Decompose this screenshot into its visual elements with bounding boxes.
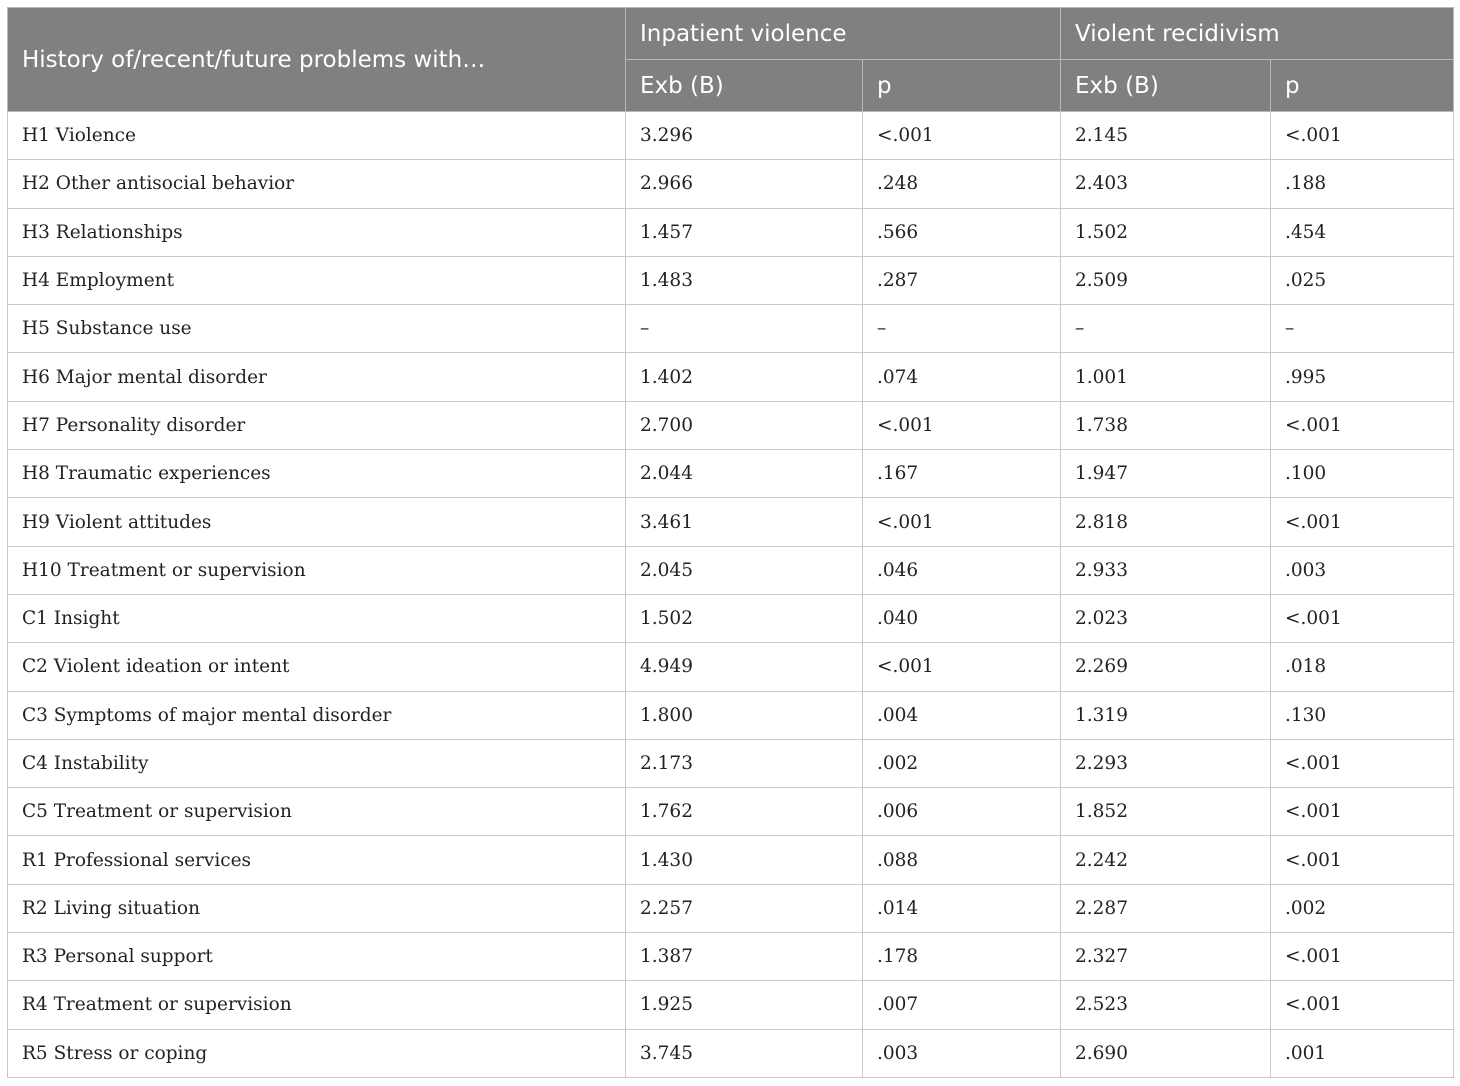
cell-label: H3 Relationships bbox=[8, 208, 626, 256]
cell-vr-p: .001 bbox=[1271, 1029, 1454, 1077]
cell-vr-p: .018 bbox=[1271, 643, 1454, 691]
table-row bbox=[8, 981, 1454, 1029]
cell-iv-p: <.001 bbox=[863, 643, 1061, 691]
row-label-header: History of/recent/future problems with… bbox=[8, 8, 626, 112]
table-row bbox=[8, 788, 1454, 836]
cell-vr-exb: 1.852 bbox=[1061, 788, 1271, 836]
cell-label: H7 Personality disorder bbox=[8, 401, 626, 449]
cell-vr-p: .995 bbox=[1271, 353, 1454, 401]
cell-iv-p: .178 bbox=[863, 933, 1061, 981]
cell-iv-exb: 2.966 bbox=[626, 160, 863, 208]
header-row-groups bbox=[8, 8, 1454, 60]
cell-iv-p: .167 bbox=[863, 450, 1061, 498]
cell-iv-exb: 2.257 bbox=[626, 884, 863, 932]
cell-vr-p: .003 bbox=[1271, 546, 1454, 594]
cell-label: H1 Violence bbox=[8, 112, 626, 160]
table-row bbox=[8, 353, 1454, 401]
cell-iv-exb: 2.044 bbox=[626, 450, 863, 498]
cell-label: H2 Other antisocial behavior bbox=[8, 160, 626, 208]
cell-vr-p: <.001 bbox=[1271, 594, 1454, 642]
cell-vr-exb: 2.242 bbox=[1061, 836, 1271, 884]
cell-vr-exb: 2.933 bbox=[1061, 546, 1271, 594]
group-header-inpatient-violence: Inpatient violence bbox=[626, 8, 1061, 60]
cell-iv-exb: 1.925 bbox=[626, 981, 863, 1029]
cell-iv-p: .046 bbox=[863, 546, 1061, 594]
cell-vr-exb: 2.818 bbox=[1061, 498, 1271, 546]
cell-label: H5 Substance use bbox=[8, 305, 626, 353]
table-row bbox=[8, 160, 1454, 208]
cell-vr-exb: – bbox=[1061, 305, 1271, 353]
cell-iv-exb: 1.502 bbox=[626, 594, 863, 642]
cell-vr-p: .188 bbox=[1271, 160, 1454, 208]
table-row bbox=[8, 546, 1454, 594]
cell-iv-p: .004 bbox=[863, 691, 1061, 739]
cell-iv-exb: 1.430 bbox=[626, 836, 863, 884]
cell-label: C2 Violent ideation or intent bbox=[8, 643, 626, 691]
table-row bbox=[8, 208, 1454, 256]
cell-vr-exb: 1.502 bbox=[1061, 208, 1271, 256]
cell-vr-p: .454 bbox=[1271, 208, 1454, 256]
cell-iv-exb: 1.800 bbox=[626, 691, 863, 739]
subcol-header-iv-p: p bbox=[863, 60, 1061, 112]
cell-label: R2 Living situation bbox=[8, 884, 626, 932]
subcol-header-vr-exb: Exb (B) bbox=[1061, 60, 1271, 112]
cell-label: R4 Treatment or supervision bbox=[8, 981, 626, 1029]
cell-iv-p: <.001 bbox=[863, 112, 1061, 160]
cell-vr-p: <.001 bbox=[1271, 401, 1454, 449]
table-row bbox=[8, 498, 1454, 546]
group-header-violent-recidivism: Violent recidivism bbox=[1061, 8, 1454, 60]
table-row bbox=[8, 401, 1454, 449]
cell-iv-exb: 1.387 bbox=[626, 933, 863, 981]
cell-iv-p: .088 bbox=[863, 836, 1061, 884]
cell-iv-p: .074 bbox=[863, 353, 1061, 401]
table-row bbox=[8, 112, 1454, 160]
cell-iv-p: .566 bbox=[863, 208, 1061, 256]
cell-iv-exb: 1.402 bbox=[626, 353, 863, 401]
cell-vr-p: .100 bbox=[1271, 450, 1454, 498]
cell-iv-exb: 2.700 bbox=[626, 401, 863, 449]
cell-vr-exb: 1.738 bbox=[1061, 401, 1271, 449]
table-row bbox=[8, 739, 1454, 787]
table-body bbox=[8, 112, 1454, 1078]
cell-iv-p: – bbox=[863, 305, 1061, 353]
cell-vr-p: – bbox=[1271, 305, 1454, 353]
cell-label: C3 Symptoms of major mental disorder bbox=[8, 691, 626, 739]
cell-iv-exb: 3.461 bbox=[626, 498, 863, 546]
cell-label: H9 Violent attitudes bbox=[8, 498, 626, 546]
cell-iv-exb: 3.745 bbox=[626, 1029, 863, 1077]
table-row bbox=[8, 884, 1454, 932]
table-row bbox=[8, 450, 1454, 498]
cell-iv-exb: 1.483 bbox=[626, 256, 863, 304]
subcol-header-iv-exb: Exb (B) bbox=[626, 60, 863, 112]
cell-label: H8 Traumatic experiences bbox=[8, 450, 626, 498]
cell-iv-p: .287 bbox=[863, 256, 1061, 304]
cell-vr-p: <.001 bbox=[1271, 836, 1454, 884]
cell-vr-p: .130 bbox=[1271, 691, 1454, 739]
cell-label: C1 Insight bbox=[8, 594, 626, 642]
cell-iv-exb: 1.457 bbox=[626, 208, 863, 256]
cell-vr-exb: 2.269 bbox=[1061, 643, 1271, 691]
cell-vr-p: .025 bbox=[1271, 256, 1454, 304]
cell-vr-exb: 2.509 bbox=[1061, 256, 1271, 304]
subcol-header-vr-p: p bbox=[1271, 60, 1454, 112]
table-row bbox=[8, 933, 1454, 981]
table-header bbox=[8, 8, 1454, 112]
cell-iv-p: .248 bbox=[863, 160, 1061, 208]
cell-iv-exb: 2.045 bbox=[626, 546, 863, 594]
table-row bbox=[8, 594, 1454, 642]
cell-label: R1 Professional services bbox=[8, 836, 626, 884]
cell-iv-exb: 3.296 bbox=[626, 112, 863, 160]
cell-vr-exb: 2.023 bbox=[1061, 594, 1271, 642]
cell-vr-p: <.001 bbox=[1271, 498, 1454, 546]
cell-vr-exb: 2.145 bbox=[1061, 112, 1271, 160]
table-row bbox=[8, 691, 1454, 739]
cell-vr-exb: 1.319 bbox=[1061, 691, 1271, 739]
cell-vr-exb: 2.523 bbox=[1061, 981, 1271, 1029]
cell-vr-p: <.001 bbox=[1271, 788, 1454, 836]
cell-vr-p: <.001 bbox=[1271, 739, 1454, 787]
cell-vr-p: <.001 bbox=[1271, 933, 1454, 981]
cell-vr-exb: 1.947 bbox=[1061, 450, 1271, 498]
cell-iv-p: <.001 bbox=[863, 401, 1061, 449]
cell-vr-exb: 2.327 bbox=[1061, 933, 1271, 981]
cell-label: R3 Personal support bbox=[8, 933, 626, 981]
cell-iv-exb: 4.949 bbox=[626, 643, 863, 691]
cell-iv-exb: 2.173 bbox=[626, 739, 863, 787]
cell-vr-exb: 2.403 bbox=[1061, 160, 1271, 208]
cell-vr-exb: 1.001 bbox=[1061, 353, 1271, 401]
cell-vr-p: <.001 bbox=[1271, 981, 1454, 1029]
table-row bbox=[8, 305, 1454, 353]
cell-iv-exb: – bbox=[626, 305, 863, 353]
risk-factor-table bbox=[7, 7, 1454, 1078]
cell-iv-p: .014 bbox=[863, 884, 1061, 932]
cell-label: C4 Instability bbox=[8, 739, 626, 787]
cell-iv-p: .040 bbox=[863, 594, 1061, 642]
cell-vr-p: <.001 bbox=[1271, 112, 1454, 160]
cell-label: H10 Treatment or supervision bbox=[8, 546, 626, 594]
cell-label: H4 Employment bbox=[8, 256, 626, 304]
cell-label: C5 Treatment or supervision bbox=[8, 788, 626, 836]
table-row bbox=[8, 256, 1454, 304]
cell-iv-exb: 1.762 bbox=[626, 788, 863, 836]
cell-vr-p: .002 bbox=[1271, 884, 1454, 932]
cell-iv-p: <.001 bbox=[863, 498, 1061, 546]
table-row bbox=[8, 836, 1454, 884]
cell-vr-exb: 2.293 bbox=[1061, 739, 1271, 787]
cell-iv-p: .006 bbox=[863, 788, 1061, 836]
cell-iv-p: .003 bbox=[863, 1029, 1061, 1077]
cell-vr-exb: 2.690 bbox=[1061, 1029, 1271, 1077]
cell-label: H6 Major mental disorder bbox=[8, 353, 626, 401]
cell-iv-p: .007 bbox=[863, 981, 1061, 1029]
table-row bbox=[8, 1029, 1454, 1077]
table-row bbox=[8, 643, 1454, 691]
cell-iv-p: .002 bbox=[863, 739, 1061, 787]
cell-label: R5 Stress or coping bbox=[8, 1029, 626, 1077]
cell-vr-exb: 2.287 bbox=[1061, 884, 1271, 932]
